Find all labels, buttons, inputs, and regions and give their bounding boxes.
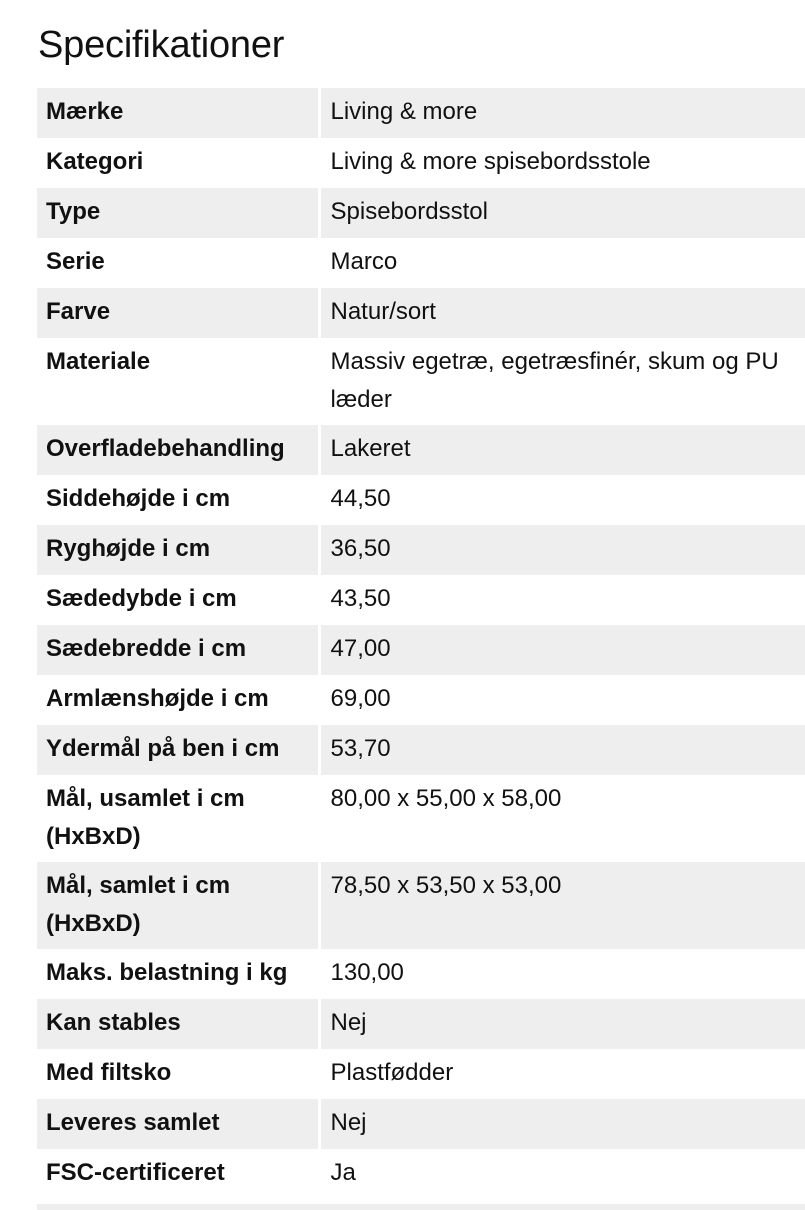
spec-label: Type (37, 188, 319, 238)
spec-value: Ja (319, 1149, 805, 1199)
spec-value: 43,50 (319, 575, 805, 625)
spec-value: 69,00 (319, 675, 805, 725)
next-row-partial (37, 1204, 805, 1210)
spec-row-material (37, 338, 805, 425)
spec-label: Materiale (37, 338, 319, 425)
spec-label: Armlænshøjde i cm (37, 675, 319, 725)
spec-label: Kan stables (37, 999, 319, 1049)
spec-value: 53,70 (319, 725, 805, 775)
spec-row-seat-width (37, 625, 805, 675)
spec-value: 36,50 (319, 525, 805, 575)
spec-label: Sædebredde i cm (37, 625, 319, 675)
spec-row-type (37, 188, 805, 238)
spec-value: Massiv egetræ, egetræsfinér, skum og PU læder (319, 338, 805, 425)
spec-row-felt-pads (37, 1049, 805, 1099)
spec-value: Natur/sort (319, 288, 805, 338)
spec-row-fsc-certified (37, 1149, 805, 1199)
spec-row-stackable (37, 999, 805, 1049)
spec-value: Marco (319, 238, 805, 288)
spec-row-series (37, 238, 805, 288)
spec-value: 44,50 (319, 475, 805, 525)
spec-value: 80,00 x 55,00 x 58,00 (319, 775, 805, 862)
spec-value: 47,00 (319, 625, 805, 675)
spec-row-category (37, 138, 805, 188)
spec-row-color (37, 288, 805, 338)
spec-row-seat-depth (37, 575, 805, 625)
spec-value: Plastfødder (319, 1049, 805, 1099)
spec-label: Ryghøjde i cm (37, 525, 319, 575)
spec-label: Ydermål på ben i cm (37, 725, 319, 775)
spec-label: Sædedybde i cm (37, 575, 319, 625)
spec-row-delivered-assembled (37, 1099, 805, 1149)
spec-label: Med filtsko (37, 1049, 319, 1099)
spec-row-back-height (37, 525, 805, 575)
spec-label: Overfladebehandling (37, 425, 319, 475)
spec-value: Living & more spisebordsstole (319, 138, 805, 188)
spec-row-brand (37, 88, 805, 138)
spec-label: Mål, usamlet i cm (HxBxD) (37, 775, 319, 862)
spec-label: Kategori (37, 138, 319, 188)
spec-row-max-load (37, 949, 805, 999)
spec-value: Lakeret (319, 425, 805, 475)
spec-label: FSC-certificeret (37, 1149, 319, 1199)
spec-value: Spisebordsstol (319, 188, 805, 238)
spec-value: Nej (319, 1099, 805, 1149)
spec-value: 78,50 x 53,50 x 53,00 (319, 862, 805, 949)
spec-label: Siddehøjde i cm (37, 475, 319, 525)
spec-row-surface-treatment (37, 425, 805, 475)
spec-label: Serie (37, 238, 319, 288)
spec-value: 130,00 (319, 949, 805, 999)
spec-row-leg-outer-dimension (37, 725, 805, 775)
spec-value: Nej (319, 999, 805, 1049)
page-title: Specifikationer (38, 24, 285, 66)
spec-label: Mærke (37, 88, 319, 138)
spec-row-seat-height (37, 475, 805, 525)
spec-row-dimensions-unassembled (37, 775, 805, 862)
spec-label: Mål, samlet i cm (HxBxD) (37, 862, 319, 949)
specifications-table (37, 88, 805, 1199)
spec-row-dimensions-assembled (37, 862, 805, 949)
spec-label: Leveres samlet (37, 1099, 319, 1149)
spec-row-armrest-height (37, 675, 805, 725)
spec-label: Maks. belastning i kg (37, 949, 319, 999)
spec-label: Farve (37, 288, 319, 338)
spec-value: Living & more (319, 88, 805, 138)
